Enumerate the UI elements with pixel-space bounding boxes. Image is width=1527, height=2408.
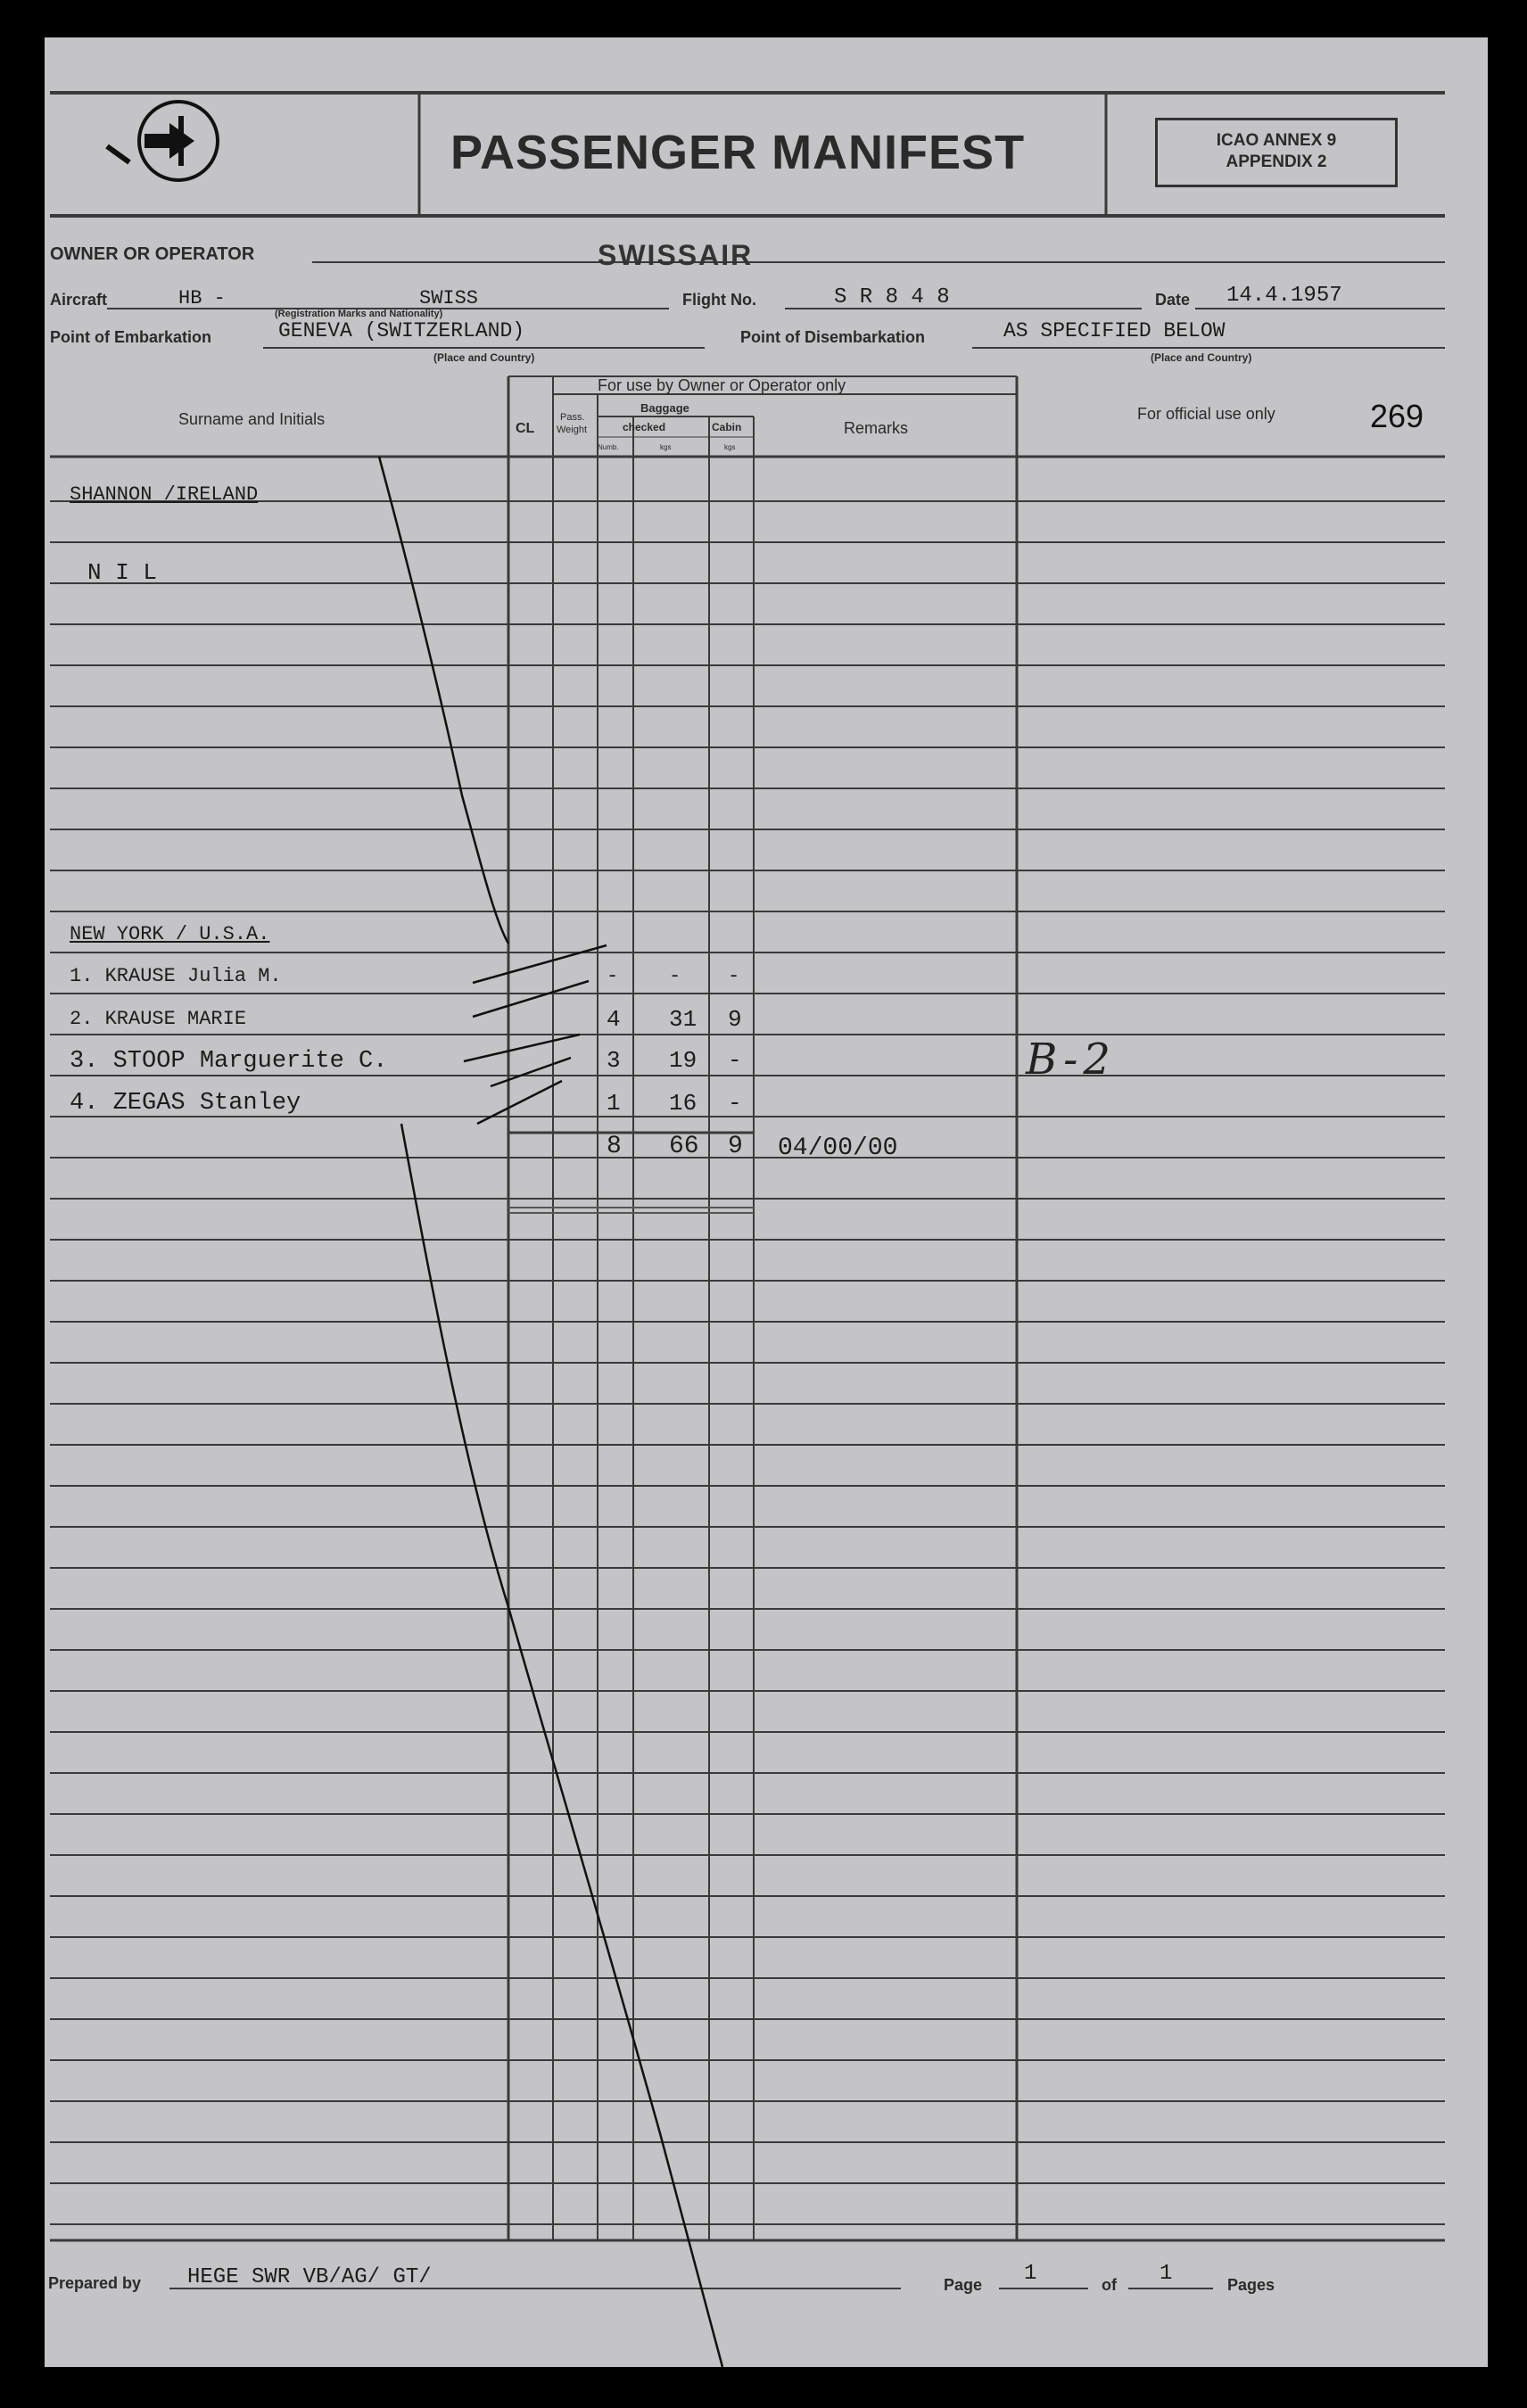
p1-cab: -: [728, 965, 740, 987]
passenger-1-name: 1. KRAUSE Julia M.: [70, 965, 282, 987]
col-pass-weight-2: Weight: [557, 425, 588, 435]
aircraft-value: HB -: [178, 287, 226, 309]
owner-value: SWISSAIR: [598, 239, 754, 271]
owner-use-header: For use by Owner or Operator only: [598, 376, 846, 394]
total-num: 8: [607, 1133, 622, 1160]
embarkation-sublabel: (Place and Country): [433, 351, 535, 364]
col-cl: CL: [516, 421, 535, 436]
of-label: of: [1102, 2276, 1117, 2294]
p4-cab: -: [728, 1090, 742, 1117]
date-value: 14.4.1957: [1226, 284, 1342, 308]
flight-value: S R 8 4 8: [834, 285, 950, 309]
nil-entry: N I L: [87, 559, 158, 586]
col-surname: Surname and Initials: [178, 410, 326, 428]
date-label: Date: [1155, 291, 1191, 309]
passenger-2-name: 2. KRAUSE MARIE: [70, 1008, 247, 1030]
official-header: For official use only: [1137, 405, 1275, 423]
manifest-number: 269: [1370, 398, 1424, 434]
num-header: Numb.: [598, 443, 619, 451]
checked-header: checked: [623, 421, 666, 433]
total-kgs: 66: [669, 1133, 699, 1160]
p1-kgs: -: [669, 965, 681, 987]
p3-kgs: 19: [669, 1047, 697, 1074]
passenger-3-name: 3. STOOP Marguerite C.: [70, 1048, 388, 1075]
airline-logo-icon: [80, 73, 259, 207]
tick-mark-1: [473, 945, 607, 983]
stop-newyork: NEW YORK / U.S.A.: [70, 923, 270, 945]
p4-kgs: 16: [669, 1090, 697, 1117]
embarkation-label: Point of Embarkation: [50, 328, 212, 346]
icao-line2: APPENDIX 2: [1226, 153, 1327, 171]
prepared-value: HEGE SWR VB/AG/ GT/: [187, 2265, 432, 2289]
total-remark: 04/00/00: [778, 1134, 898, 1162]
aircraft-sublabel: (Registration Marks and Nationality): [275, 309, 443, 319]
stop-shannon: SHANNON /IRELAND: [70, 483, 259, 506]
baggage-header: Baggage: [640, 401, 689, 415]
remarks-header: Remarks: [844, 419, 909, 437]
p2-num: 4: [607, 1006, 621, 1033]
pages-label: Pages: [1227, 2276, 1275, 2294]
aircraft-nationality: SWISS: [419, 287, 479, 309]
manifest-sheet: [45, 37, 1488, 2367]
cabin-header: Cabin: [712, 421, 742, 433]
icao-box: [1155, 118, 1398, 187]
page-label: Page: [944, 2276, 983, 2294]
p3-cab: -: [728, 1047, 742, 1074]
p4-num: 1: [607, 1090, 621, 1117]
disembarkation-value: AS SPECIFIED BELOW: [1003, 319, 1226, 342]
pen-stroke-lower: [401, 1124, 722, 2367]
prepared-label: Prepared by: [48, 2274, 142, 2292]
kgs2-header: kgs: [724, 443, 736, 451]
of-value: 1: [1160, 2262, 1173, 2286]
total-cab: 9: [728, 1133, 743, 1160]
icao-line1: ICAO ANNEX 9: [1216, 131, 1337, 150]
flight-label: Flight No.: [682, 291, 756, 309]
embarkation-value: GENEVA (SWITZERLAND): [278, 319, 525, 342]
p3-remark-handwritten: B-2: [1026, 1035, 1116, 1084]
passenger-4-name: 4. ZEGAS Stanley: [70, 1090, 301, 1117]
page-value: 1: [1024, 2262, 1037, 2286]
p2-cab: 9: [728, 1006, 742, 1033]
p3-num: 3: [607, 1047, 621, 1074]
p2-kgs: 31: [669, 1006, 697, 1033]
col-pass-weight-1: Pass.: [560, 412, 585, 423]
tick-mark-3: [464, 1035, 580, 1061]
kgs1-header: kgs: [660, 443, 672, 451]
tick-mark-2: [473, 981, 589, 1017]
owner-label: OWNER OR OPERATOR: [50, 244, 255, 264]
page-title: PASSENGER MANIFEST: [450, 126, 1026, 179]
disembarkation-label: Point of Disembarkation: [740, 328, 926, 346]
p1-num: -: [607, 965, 619, 987]
aircraft-label: Aircraft: [50, 291, 108, 309]
disembarkation-sublabel: (Place and Country): [1151, 351, 1252, 364]
